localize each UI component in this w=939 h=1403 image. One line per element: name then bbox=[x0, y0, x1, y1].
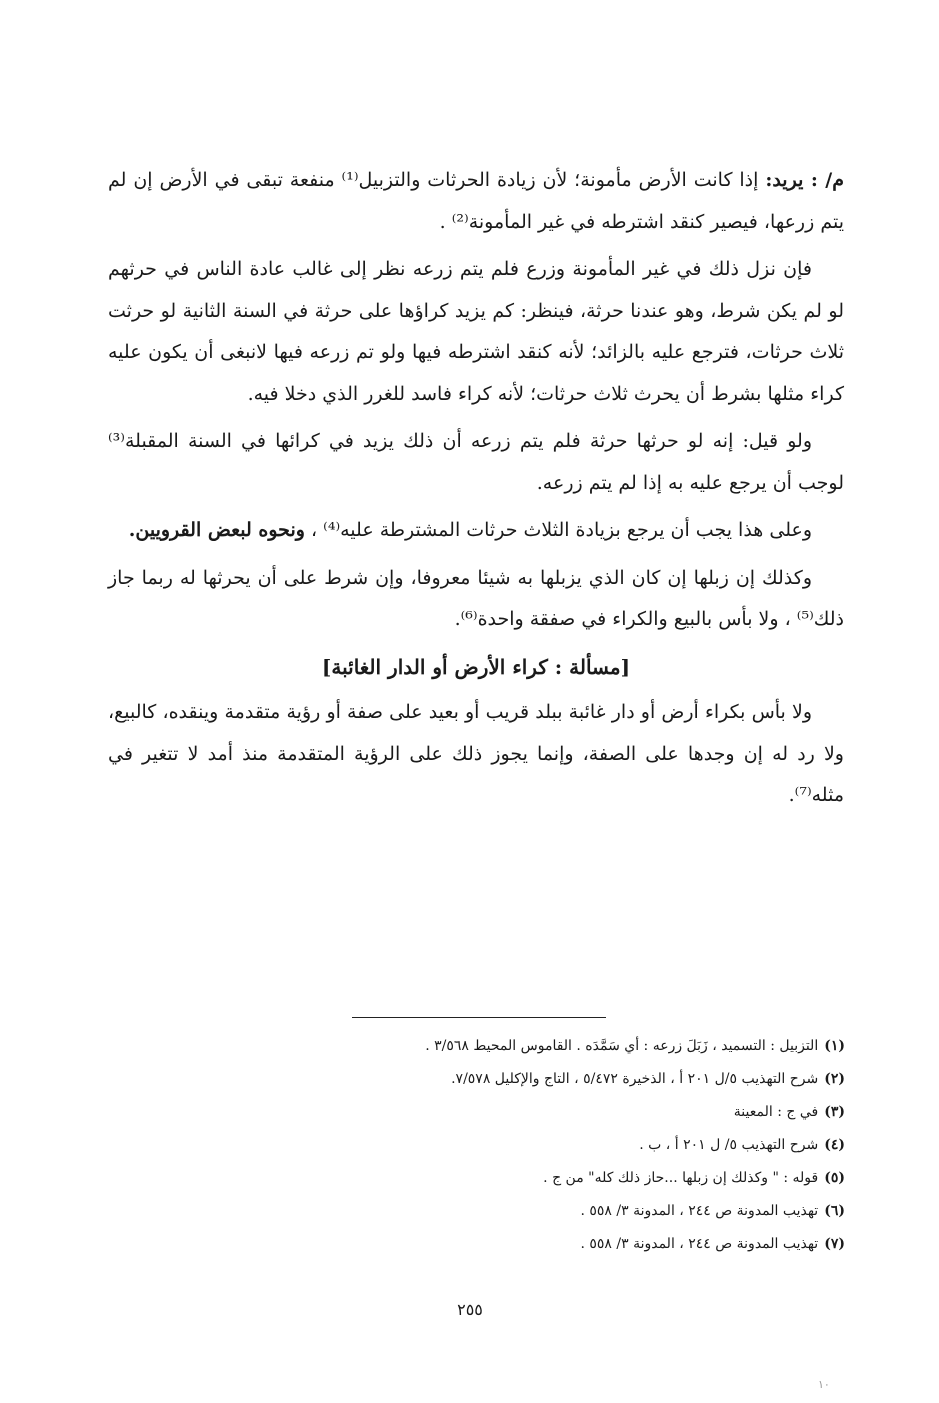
paragraph-tail: ونحوه لبعض القرويين. bbox=[128, 519, 305, 541]
footnote-7 bbox=[300, 1228, 845, 1261]
footnote-text: تهذيب المدونة ص ٢٤٤ ، المدونة ٣/ ٥٥٨ . bbox=[580, 1203, 819, 1219]
footnote-text: تهذيب المدونة ص ٢٤٤ ، المدونة ٣/ ٥٥٨ . bbox=[580, 1236, 819, 1252]
footnote-text: التزبيل : التسميد ، زَبَلَ زرعه : أي سَمَّدَه . القاموس المحيط ٣/٥٦٨ . bbox=[425, 1038, 819, 1054]
footnote-number: (٥) bbox=[824, 1170, 845, 1186]
footnote-6 bbox=[300, 1195, 845, 1228]
footnote-number: (١) bbox=[824, 1038, 845, 1054]
paragraph-lead: م/ : يريد: bbox=[765, 169, 845, 191]
paragraph-text: ولا بأس بكراء أرض أو دار غائبة ببلد قريب أو بعيد على صفة أو رؤية متقدمة وينقده، كالبيع، ولا رد له إن وجدها على الصفة، وإنما يجوز ذلك على الرؤية المتقدمة منذ أمد لا تتغير في مثله⁽⁷⁾. bbox=[108, 701, 844, 806]
footnote-4 bbox=[300, 1129, 845, 1162]
footnote-number: (٢) bbox=[824, 1071, 845, 1087]
footnotes bbox=[300, 1030, 845, 1261]
paragraph-text: ولو قيل: إنه لو حرثها حرثة فلم يتم زرعه أن ذلك يزيد في كرائها في السنة المقبلة⁽³⁾ لوجب أن يرجع عليه به إذا لم يتم زرعه. bbox=[108, 430, 844, 494]
footnote-number: (٤) bbox=[824, 1137, 845, 1153]
footnote-number: (٦) bbox=[824, 1203, 845, 1219]
section-heading: [مسألة : كراء الأرض أو الدار الغائبة] bbox=[321, 654, 631, 679]
paragraph-text: وكذلك إن زبلها إن كان الذي يزبلها به شيئا معروفا، وإن شرط على أن يحرثها له ربما جاز ذلك⁽⁵⁾ ، ولا بأس بالبيع والكراء في صفقة واحدة⁽⁶⁾. bbox=[108, 566, 844, 630]
paragraph-5 bbox=[108, 558, 844, 641]
footnote-2 bbox=[300, 1063, 845, 1096]
paragraph-text: إذا كانت الأرض مأمونة؛ لأن زيادة الحرثات والتزبيل⁽¹⁾ منفعة تبقى في الأرض إن لم يتم زرعها، فيصير كنقد اشترطه في غير المأمونة⁽²⁾ . bbox=[108, 169, 844, 233]
paragraph-3 bbox=[108, 421, 844, 504]
paragraph-1 bbox=[108, 160, 844, 243]
footnote-divider bbox=[352, 1017, 606, 1018]
footnote-text: شرح التهذيب ٥/ ل ٢٠١ أ ، ب . bbox=[639, 1137, 819, 1153]
footnote-text: شرح التهذيب ٥/ل ٢٠١ أ ، الذخيرة ٥/٤٧٢ ، التاج والإكليل ٧/٥٧٨. bbox=[451, 1071, 819, 1087]
paragraph-4 bbox=[108, 510, 844, 552]
section-paragraph bbox=[108, 692, 844, 817]
page-number: ٢٥٥ bbox=[457, 1300, 483, 1319]
corner-mark: ١٠ bbox=[818, 1378, 830, 1391]
footnote-1 bbox=[300, 1030, 845, 1063]
paragraph-text: فإن نزل ذلك في غير المأمونة وزرع فلم يتم زرعه نظر إلى غالب عادة الناس في حرثهم لو لم يكن شرط، وهو عندنا حرثة، فينظر: كم يزيد كراؤها على حرثة في السنة الثانية لو حرثت ثلاث حرثات، فترجع عليه بالزائد؛ لأنه كنقد اشترطه فيها ولو تم زرعه فيها لانبغى أن يكون عليه كراء مثلها بشرط أن يحرث ثلاث حرثات؛ لأنه كراء فاسد للغرر الذي دخلا فيه. bbox=[108, 258, 844, 405]
footnote-text: في ج : المعينة bbox=[733, 1104, 819, 1120]
paragraph-text: وعلى هذا يجب أن يرجع بزيادة الثلاث حرثات المشترطة عليه⁽⁴⁾ ، bbox=[310, 519, 812, 541]
footnote-number: (٧) bbox=[824, 1236, 845, 1252]
main-text bbox=[108, 160, 844, 823]
paragraph-2 bbox=[108, 249, 844, 415]
footnote-3 bbox=[300, 1096, 845, 1129]
footnote-text: قوله : " وكذلك إن زبلها ...حاز ذلك كله" من ج . bbox=[543, 1170, 819, 1186]
footnote-number: (٣) bbox=[824, 1104, 845, 1120]
footnote-5 bbox=[300, 1162, 845, 1195]
